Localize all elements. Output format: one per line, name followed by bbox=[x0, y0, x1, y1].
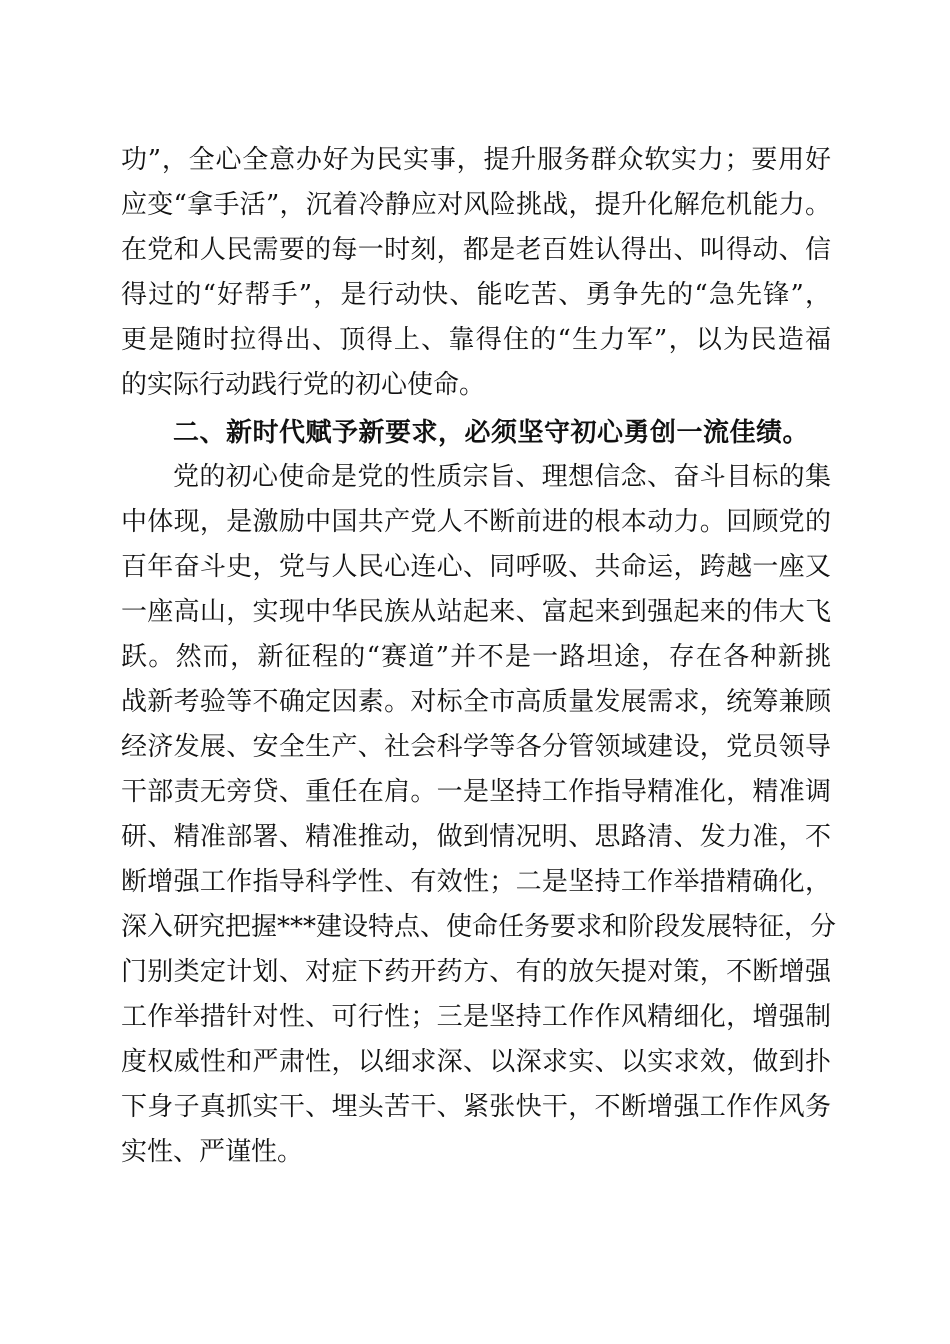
paragraph-2-line-14: 度权威性和严肃性，以细求深、以深求实、以实求效，做到扑 bbox=[121, 1047, 831, 1077]
paragraph-2-line-12: 门别类定计划、对症下药开药方、有的放矢提对策，不断增强 bbox=[121, 957, 831, 987]
paragraph-1-line-6: 的实际行动践行党的初心使命。 bbox=[121, 370, 486, 400]
paragraph-2-line-5: 跃。然而，新征程的“赛道”并不是一路坦途，存在各种新挑 bbox=[121, 642, 831, 672]
paragraph-2-line-9: 研、精准部署、精准推动，做到情况明、思路清、发力准，不 bbox=[121, 822, 831, 852]
paragraph-2-line-7: 经济发展、安全生产、社会科学等各分管领域建设，党员领导 bbox=[121, 732, 831, 762]
paragraph-2-line-15: 下身子真抓实干、埋头苦干、紧张快干，不断增强工作作风务 bbox=[121, 1092, 831, 1122]
paragraph-2-line-1: 党的初心使命是党的性质宗旨、理想信念、奋斗目标的集 bbox=[173, 462, 831, 492]
paragraph-2-line-11: 深入研究把握***建设特点、使命任务要求和阶段发展特征，分 bbox=[121, 912, 837, 942]
paragraph-1-line-2: 应变“拿手活”，沉着冷静应对风险挑战，提升化解危机能力。 bbox=[121, 190, 831, 220]
paragraph-1-line-4: 得过的“好帮手”，是行动快、能吃苦、勇争先的“急先锋”， bbox=[121, 280, 831, 310]
section-heading-2: 二、新时代赋予新要求，必须坚守初心勇创一流佳绩。 bbox=[173, 418, 810, 448]
paragraph-2-line-3: 百年奋斗史，党与人民心连心、同呼吸、共命运，跨越一座又 bbox=[121, 552, 831, 582]
paragraph-2-line-13: 工作举措针对性、可行性；三是坚持工作作风精细化，增强制 bbox=[121, 1002, 831, 1032]
paragraph-1-line-1: 功”，全心全意办好为民实事，提升服务群众软实力；要用好 bbox=[121, 145, 831, 175]
paragraph-2-line-2: 中体现，是激励中国共产党人不断前进的根本动力。回顾党的 bbox=[121, 507, 831, 537]
paragraph-2-line-16: 实性、严谨性。 bbox=[121, 1137, 304, 1167]
paragraph-2-line-4: 一座高山，实现中华民族从站起来、富起来到强起来的伟大飞 bbox=[121, 597, 831, 627]
paragraph-2-line-6: 战新考验等不确定因素。对标全市高质量发展需求，统筹兼顾 bbox=[121, 687, 831, 717]
paragraph-1-line-3: 在党和人民需要的每一时刻，都是老百姓认得出、叫得动、信 bbox=[121, 235, 831, 265]
paragraph-2-line-10: 断增强工作指导科学性、有效性；二是坚持工作举措精确化， bbox=[121, 867, 831, 897]
paragraph-2-line-8: 干部责无旁贷、重任在肩。一是坚持工作指导精准化，精准调 bbox=[121, 777, 831, 807]
paragraph-1-line-5: 更是随时拉得出、顶得上、靠得住的“生力军”，以为民造福 bbox=[121, 325, 831, 355]
